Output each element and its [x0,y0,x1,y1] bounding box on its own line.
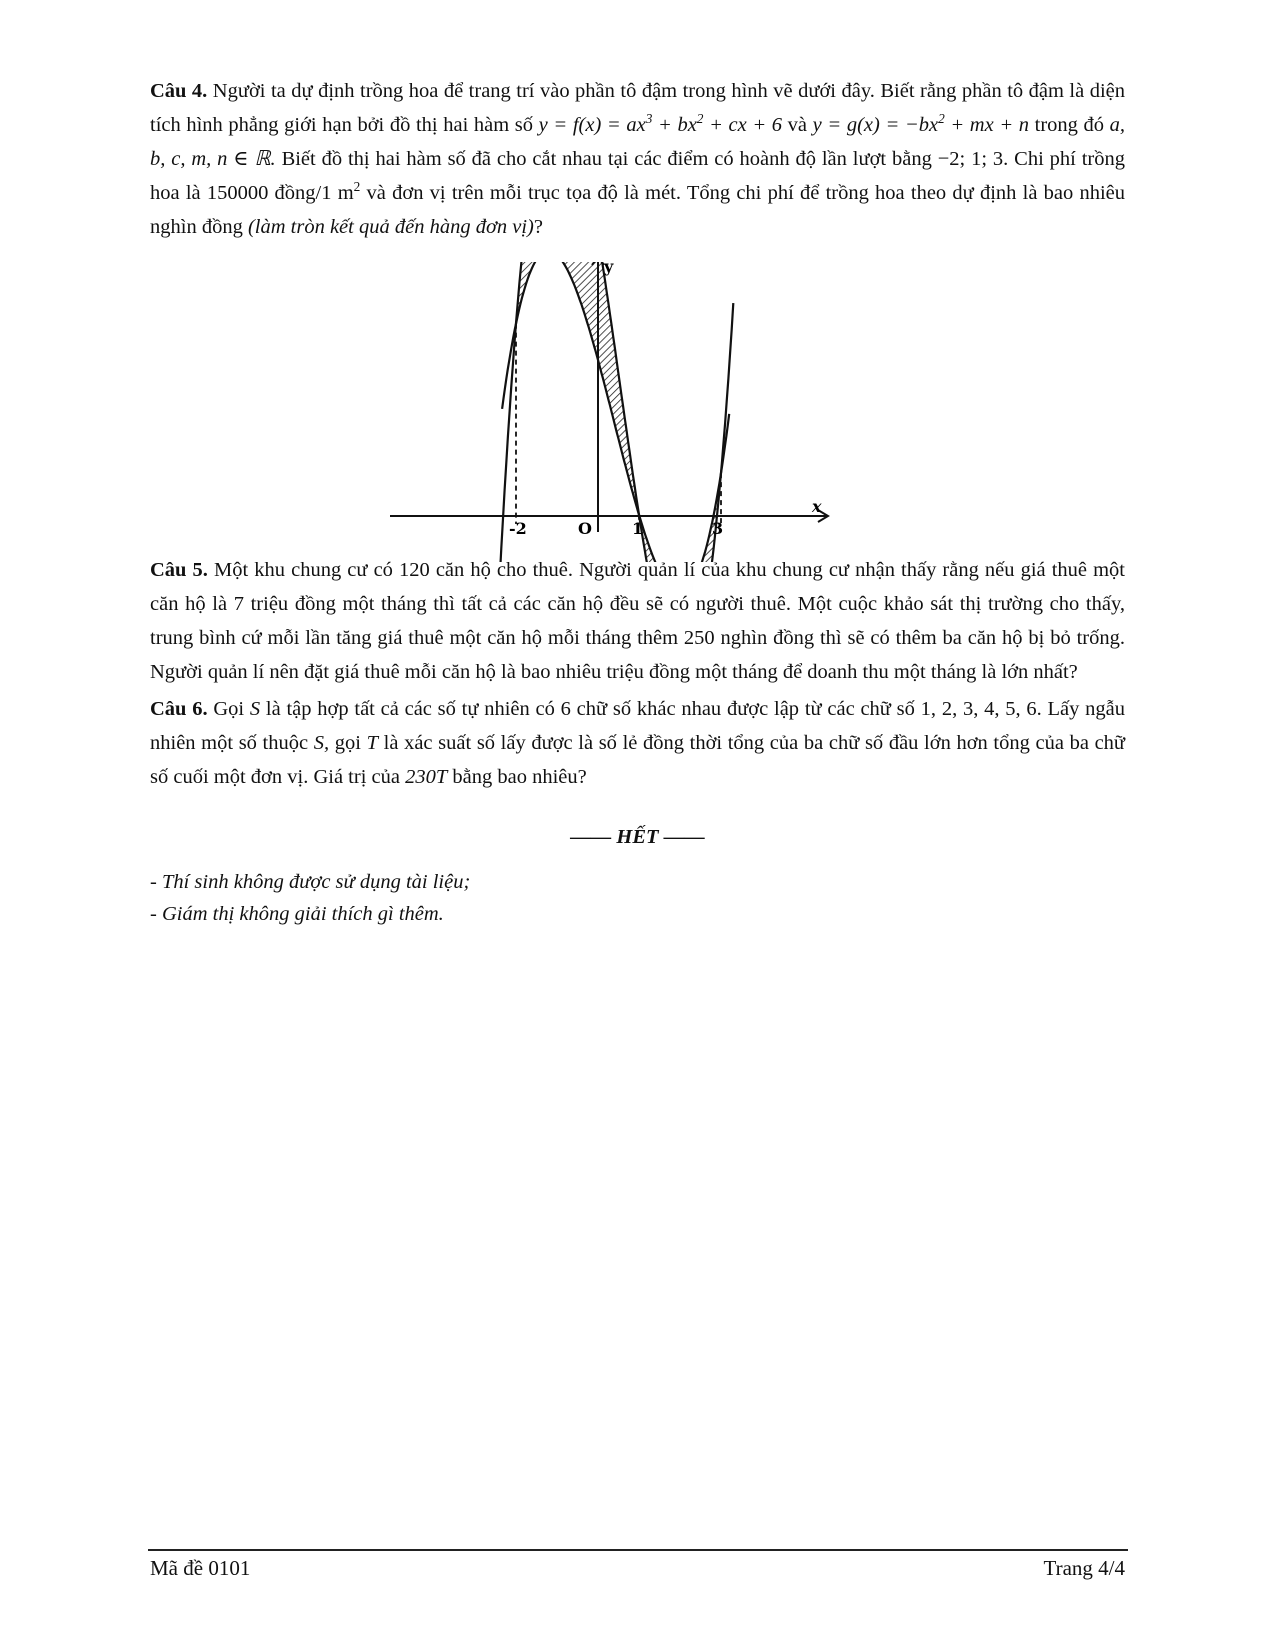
q4-params: a, b, c, m, n ∈ ℝ. [150,114,1126,170]
f-exp2: 2 [696,111,704,127]
question-5 [150,553,1125,689]
tick-label-3: 3 [712,519,724,538]
q6-text-3: gọi [334,732,361,754]
note-1: - Thí sinh không được sử dụng tài liệu; [150,871,471,893]
q6-label: Câu 6. [150,698,208,720]
q4-text-4: Biết đồ thị hai hàm số đã cho cắt nhau tại các điểm có hoành độ lần lượt bằng −2; 1; 3. Chi phí trồng hoa là 150000 đồng/1 m [150,148,1125,204]
q6-expr: 230T [405,766,448,788]
exam-code: Mã đề 0101 [150,1556,251,1580]
f-formula-part1: y = f(x) = ax [538,114,646,136]
q5-label: Câu 5. [150,559,208,581]
q4-text-5: và đơn vị trên mỗi trục tọa độ là mét. Tổng chi phí để trồng hoa theo dự định là bao nhiêu nghìn đồng [150,182,1126,238]
q6-set-s-2: S, [313,732,330,754]
note-2: - Giám thị không giải thích gì thêm. [150,903,444,925]
q5-text: Một khu chung cư có 120 căn hộ cho thuê. Người quản lí của khu chung cư nhận thấy rằng nếu giá thuê một căn hộ là 7 triệu đồng một tháng thì tất cả các căn hộ đều sẽ có người thuê. Một cuộc khảo sát thị trường cho thấy, trung bình cứ mỗi lần tăng giá thuê một căn hộ mỗi tháng thêm 250 nghìn đồng thì sẽ có thêm ba căn hộ bị bỏ trống. Người quản lí nên đặt giá thuê mỗi căn hộ là bao nhiêu triệu đồng một tháng để doanh thu một tháng là lớn nhất? [150,559,1125,683]
question-4 [150,74,1125,244]
f-exp3: 3 [645,111,653,127]
q4-text-2: và [787,114,808,136]
f-formula-part3: + cx + 6 [703,114,783,136]
tick-label-neg2: -2 [509,519,527,538]
tick-label-origin: O [578,519,592,538]
q6-var-t: T [366,732,379,754]
q6-text-1: Gọi [213,698,245,720]
end-marker: —— HẾT —— [570,826,705,848]
q6-set-s: S [249,698,261,720]
g-exp2: 2 [938,111,945,127]
footer-divider [148,1549,1128,1551]
g-formula-part2: + mx + n [944,114,1030,136]
q4-qmark: ? [533,216,543,238]
function-graph [390,262,870,562]
question-6 [150,692,1125,794]
q6-text-4: là xác suất số lấy được là số lẻ đồng thời tổng của ba chữ số đầu lớn hơn tổng của ba chữ số cuối một đơn vị. Giá trị của [150,732,1126,788]
x-axis-label: x [812,497,822,516]
shaded-region-right [639,473,724,562]
q4-text-3: trong đó [1034,114,1105,136]
tick-label-1: 1 [632,519,644,538]
q6-text-5: bằng bao nhiêu? [452,766,587,788]
f-formula-part2: + bx [652,114,697,136]
q4-rounding-note: (làm tròn kết quả đến hàng đơn vị) [247,216,534,238]
q4-text-1: Người ta dự định trồng hoa để trang trí vào phần tô đậm trong hình vẽ dưới đây. Biết rằng phần tô đậm là diện tích hình phẳng giới hạn bởi đồ thị hai hàm số [150,80,1125,136]
g-formula-part1: y = g(x) = −bx [812,114,939,136]
page-number: Trang 4/4 [1043,1556,1125,1580]
area-exp: 2 [353,179,361,195]
q6-text-2: là tập hợp tất cả các số tự nhiên có 6 chữ số khác nhau được lập từ các chữ số 1, 2, 3, 4, 5, 6. Lấy ngẫu nhiên một số thuộc [150,698,1125,754]
exam-notes [150,866,470,930]
q4-label: Câu 4. [150,80,208,102]
y-axis-label: y [604,262,614,276]
